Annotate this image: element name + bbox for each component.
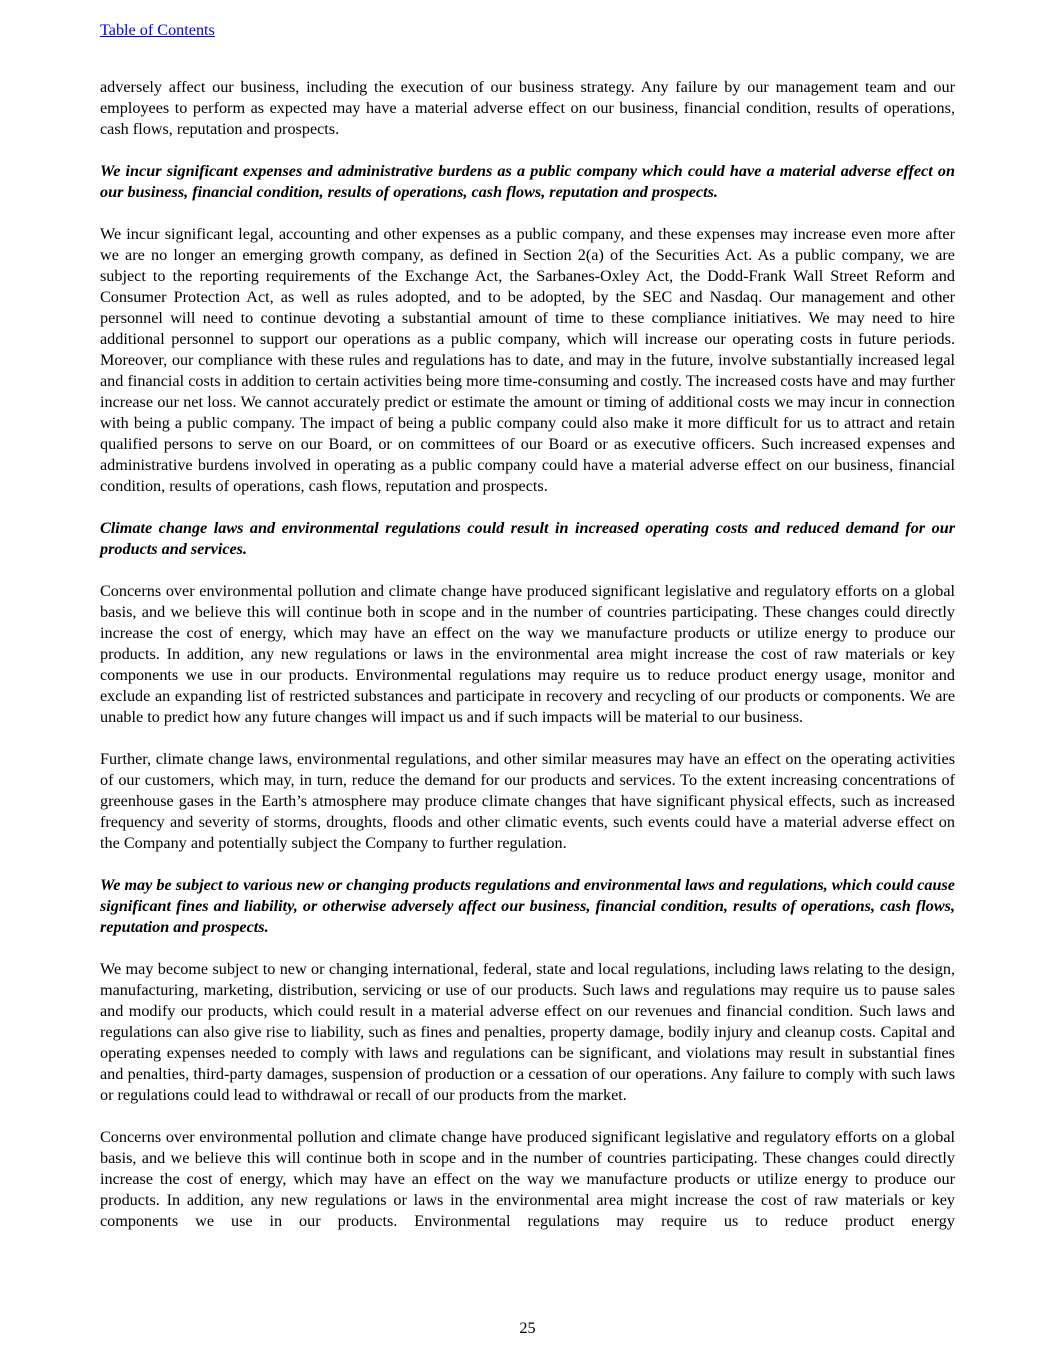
paragraph-continuation: adversely affect our business, including the execution of our business strategy. Any failure by our management team and our employees to perform as expected may have a material adverse effect on our business, financial condition, results of operations, cash flows, reputation and prospects. xyxy=(100,78,955,138)
paragraph-products-regulations: We may become subject to new or changing international, federal, state and local regulations, including laws relating to the design, manufacturing, marketing, distribution, servicing or use of our products. Such laws and regulations may require us to pause sales and modify our products, which could result in a material adverse effect on our revenues and financial condition. Such laws and regulations can also give rise to liability, such as fines and penalties, property damage, bodily injury and cleanup costs. Capital and operating expenses needed to comply with laws and regulations can be significant, and violations may result in substantial fines and penalties, third-party damages, suspension of production or a cessation of our operations. Any failure to comply with such laws or regulations could lead to withdrawal or recall of our products from the market. xyxy=(100,960,955,1104)
paragraph-climate-concerns: Concerns over environmental pollution and climate change have produced significant legislative and regulatory efforts on a global basis, and we believe this will continue both in scope and in the number of countries participating. These changes could directly increase the cost of energy, which may have an effect on the way we manufacture products or utilize energy to produce our products. In addition, any new regulations or laws in the environmental area might increase the cost of raw materials or key components we use in our products. Environmental regulations may require us to reduce product energy usage, monitor and exclude an expanding list of restricted substances and participate in recovery and recycling of our products or components. We are unable to predict how any future changes will impact us and if such impacts will be material to our business. xyxy=(100,582,955,726)
table-of-contents-link[interactable]: Table of Contents xyxy=(100,21,215,39)
heading-products-regulations: We may be subject to various new or changing products regulations and environmental laws and regulations, which could cause significant fines and liability, or otherwise adversely affect our business, financial condition, results of operations, cash flows, reputation and prospects. xyxy=(100,876,955,936)
paragraph-climate-further: Further, climate change laws, environmental regulations, and other similar measures may have an effect on the operating activities of our customers, which may, in turn, reduce the demand for our products and services. To the extent increasing concentrations of greenhouse gases in the Earth’s atmosphere may produce climate changes that have significant physical effects, such as increased frequency and severity of storms, droughts, floods and other climatic events, such events could have a material adverse effect on the Company and potentially subject the Company to further regulation. xyxy=(100,750,955,852)
page-number: 25 xyxy=(519,1319,536,1337)
paragraph-public-company-expenses: We incur significant legal, accounting and other expenses as a public company, and these expenses may increase even more after we are no longer an emerging growth company, as defined in Section 2(a) of the Securities Act. As a public company, we are subject to the reporting requirements of the Exchange Act, the Sarbanes-Oxley Act, the Dodd-Frank Wall Street Reform and Consumer Protection Act, as well as rules adopted, and to be adopted, by the SEC and Nasdaq. Our management and other personnel will need to continue devoting a substantial amount of time to these compliance initiatives. We may need to hire additional personnel to support our operations as a public company, which will increase our operating costs in future periods. Moreover, our compliance with these rules and regulations has to date, and may in the future, involve substantially increased legal and financial costs in addition to certain activities being more time-consuming and costly. The increased costs have and may further increase our net loss. We cannot accurately predict or estimate the amount or timing of additional costs we may incur in connection with being a public company. The impact of being a public company could also make it more difficult for us to attract and retain qualified persons to serve on our Board, or on committees of our Board or as executive officers. Such increased expenses and administrative burdens involved in operating as a public company could have a material adverse effect on our business, financial condition, results of operations, cash flows, reputation and prospects. xyxy=(100,225,955,495)
heading-public-company-expenses: We incur significant expenses and administrative burdens as a public company which could have a material adverse effect on our business, financial condition, results of operations, cash flows, reputation and prospects. xyxy=(100,162,955,201)
paragraph-environmental-concerns-partial: Concerns over environmental pollution and climate change have produced significant legislative and regulatory efforts on a global basis, and we believe this will continue both in scope and in the number of countries participating. These changes could directly increase the cost of energy, which may have an effect on the way we manufacture products or utilize energy to produce our products. In addition, any new regulations or laws in the environmental area might increase the cost of raw materials or key components we use in our products. Environmental regulations may require us to reduce product energy xyxy=(100,1128,955,1230)
heading-climate-change-laws: Climate change laws and environmental regulations could result in increased operating costs and reduced demand for our products and services. xyxy=(100,519,955,558)
